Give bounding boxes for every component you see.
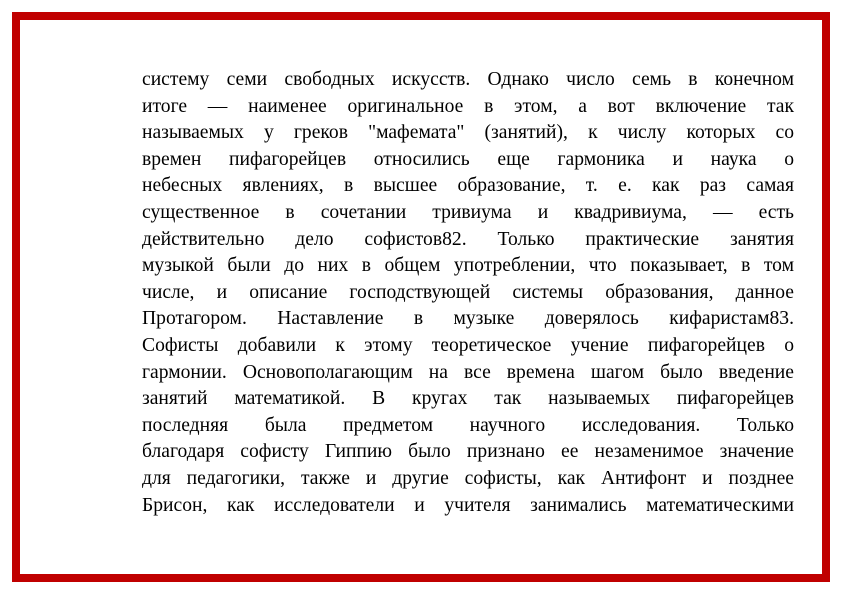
text-line: для педагогики, также и другие софисты, как Антифонт и позднее bbox=[142, 467, 794, 489]
text-line: существенное в сочетании тривиума и квадривиума, — есть bbox=[142, 201, 794, 223]
text-line: музыкой были до них в общем употреблении, что показывает, в том bbox=[142, 255, 794, 277]
text-line: действительно дело софистов82. Только практические занятия bbox=[142, 228, 794, 250]
text-line: Протагором. Наставление в музыке доверялось кифаристам83. bbox=[142, 308, 794, 330]
text-line: времен пифагорейцев относились еще гармоника и наука о bbox=[142, 148, 794, 170]
text-line: последняя была предметом научного исследования. Только bbox=[142, 414, 794, 436]
text-line: небесных явлениях, в высшее образование, т. е. как раз самая bbox=[142, 175, 794, 197]
text-line: числе, и описание господствующей системы образования, данное bbox=[142, 281, 794, 303]
slide-frame bbox=[12, 12, 830, 582]
text-line: Софисты добавили к этому теоретическое учение пифагорейцев о bbox=[142, 334, 794, 356]
text-line: называемых у греков "мафемата" (занятий), к числу которых со bbox=[142, 122, 794, 144]
body-text bbox=[142, 67, 794, 519]
text-line: Брисон, как исследователи и учителя занимались математическими bbox=[142, 494, 794, 516]
text-line: систему семи свободных искусств. Однако число семь в конечном bbox=[142, 69, 794, 90]
text-line: итоге — наименее оригинальное в этом, а вот включение так bbox=[142, 95, 794, 117]
text-line: благодаря софисту Гиппию было признано ее незаменимое значение bbox=[142, 441, 794, 463]
text-line: занятий математикой. В кругах так называемых пифагорейцев bbox=[142, 388, 794, 410]
text-line: гармонии. Основополагающим на все времена шагом было введение bbox=[142, 361, 794, 383]
